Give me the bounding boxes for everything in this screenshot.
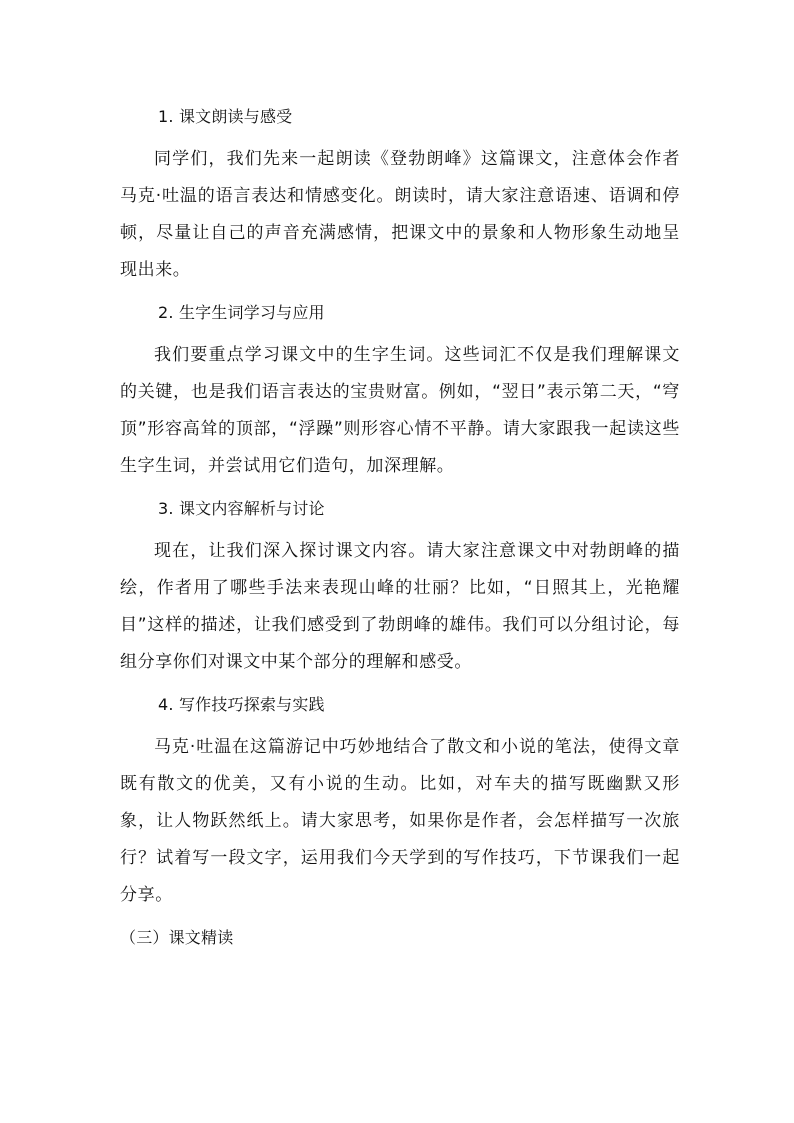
next-section-title: （三）课文精读 [120,928,234,947]
section-2 [120,299,680,485]
section-heading: 1. 课文朗读与感受 [158,107,293,126]
section-heading: 3. 课文内容解析与讨论 [158,499,325,518]
section-paragraph: 我们要重点学习课文中的生字生词。这些词汇不仅是我们理解课文的关键，也是我们语言表达的宝贵财富。例如，“翌日”表示第二天，“穹顶”形容高耸的顶部，“浮躁”则形容心情不平静。请大家跟我一起读这些生字生词，并尝试用它们造句，加深理解。 [120,345,680,476]
section-1 [120,103,680,289]
section-heading: 4. 写作技巧探索与实践 [158,695,325,714]
section-paragraph: 同学们，我们先来一起朗读《登勃朗峰》这篇课文，注意体会作者马克·吐温的语言表达和情感变化。朗读时，请大家注意语速、语调和停顿，尽量让自己的声音充满感情，把课文中的景象和人物形象生动地呈现出来。 [120,149,680,280]
section-heading: 2. 生字生词学习与应用 [158,303,325,322]
section-4 [120,691,680,914]
section-3 [120,495,680,681]
section-paragraph: 现在，让我们深入探讨课文内容。请大家注意课文中对勃朗峰的描绘，作者用了哪些手法来表现山峰的壮丽？比如，“日照其上，光艳耀目”这样的描述，让我们感受到了勃朗峰的雄伟。我们可以分组讨论，每组分享你们对课文中某个部分的理解和感受。 [120,541,680,672]
document-body [120,103,680,952]
section-paragraph: 马克·吐温在这篇游记中巧妙地结合了散文和小说的笔法，使得文章既有散文的优美，又有小说的生动。比如，对车夫的描写既幽默又形象，让人物跃然纸上。请大家思考，如果你是作者，会怎样描写一次旅行？试着写一段文字，运用我们今天学到的写作技巧，下节课我们一起分享。 [120,737,680,905]
